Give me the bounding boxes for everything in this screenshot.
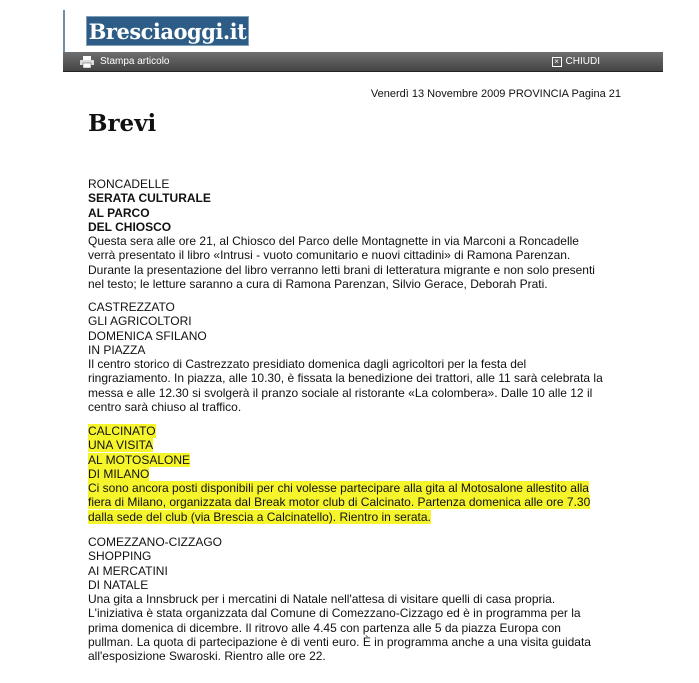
close-button[interactable] [552, 52, 600, 71]
article-place: CALCINATO [88, 424, 156, 438]
article-headline-line: SHOPPING [88, 549, 152, 564]
article-castrezzato [88, 300, 628, 414]
article-calcinato [88, 424, 628, 524]
article-headline-line: GLI AGRICOLTORI [88, 314, 192, 329]
article-headline-line: DOMENICA SFILANO [88, 328, 207, 343]
article-body-line: dalla sede del club (via Brescia a Calcinatello). Rientro in serata. [88, 509, 431, 524]
section-title: Brevi [88, 110, 157, 137]
article-body-line: prima domenica di dicembre. Il ritrovo alle 4.45 con partenza alle 5 da piazza Europa con [88, 620, 561, 635]
article-place: COMEZZANO-CIZZAGO [88, 535, 222, 549]
article-body-line: Ci sono ancora posti disponibili per chi volesse partecipare alla gita al Motosalone allestito alla [88, 481, 589, 496]
article-body-line: Questa sera alle ore 21, al Chiosco del Parco delle Montagnette in via Marconi a Roncadelle [88, 234, 579, 249]
article-body-line: Durante la presentazione del libro verranno letti brani di letteratura migrante e non solo presenti [88, 262, 595, 277]
print-article-button[interactable] [80, 52, 169, 71]
article-body-line: nel testo; le letture saranno a cura di Ramona Parenzan, Silvio Gerace, Deborah Prati. [88, 277, 548, 292]
article-body-line: centro sarà chiuso al traffico. [88, 400, 242, 415]
dateline: Venerdì 13 Novembre 2009 PROVINCIA Pagina 21 [370, 88, 621, 100]
site-logo[interactable]: Bresciaoggi.it [86, 16, 249, 46]
article-comezzano-cizzago [88, 535, 628, 664]
header-divider [63, 10, 65, 54]
toolbar [63, 52, 663, 72]
article-headline-line: IN PIAZZA [88, 342, 146, 357]
article-body-line: Il centro storico di Castrezzato presidiato domenica dagli agricoltori per la festa del [88, 357, 527, 372]
article-headline-line: AL PARCO [88, 205, 150, 220]
close-icon: × [552, 57, 562, 67]
article-place: CASTREZZATO [88, 300, 175, 314]
article-body-line: pullman. La quota di partecipazione è di venti euro. È in programma anche a una visita guidata [88, 635, 591, 650]
article-body-line: all'esposizione Swaroski. Rientro alle ore 22. [88, 649, 326, 664]
article-headline-line: DI MILANO [88, 466, 150, 481]
article-headline-line: AL MOTOSALONE [88, 452, 191, 467]
article-place: RONCADELLE [88, 177, 170, 191]
article-body-line: fiera di Milano, organizzata dal Break motor club di Calcinato. Partenza domenica alle ore 7.30 [88, 495, 591, 510]
article-body-line: verrà presentato il libro «Intrusi - vuoto comunitario e nuovi cittadini» di Ramona Parenzan. [88, 248, 571, 263]
article-headline-line: DEL CHIOSCO [88, 219, 172, 234]
print-article-label: Stampa articolo [100, 56, 170, 67]
article-body-line: ringraziamento. In piazza, alle 10.30, è fissata la benedizione dei trattori, alle 11 sarà celebrata la [88, 371, 603, 386]
article-headline-line: SERATA CULTURALE [88, 191, 211, 206]
close-label: CHIUDI [565, 56, 600, 67]
article-body-line: messa e alle 12.30 si svolgerà il pranzo sociale al ristorante «La colombera». Dalle 10 alle 12 il [88, 385, 593, 400]
article-headline-line: DI NATALE [88, 577, 149, 592]
article-body-line: Una gita a Innsbruck per i mercatini di Natale nell'attesa di visitare quelli di casa propria. [88, 592, 556, 607]
printer-icon [80, 56, 94, 68]
article-headline-line: AI MERCATINI [88, 563, 168, 578]
article-headline-line: UNA VISITA [88, 438, 154, 453]
article-body-line: L'iniziativa è stata organizzata dal Comune di Comezzano-Cizzago ed è in programma per la [88, 606, 581, 621]
article-roncadelle [88, 177, 628, 291]
